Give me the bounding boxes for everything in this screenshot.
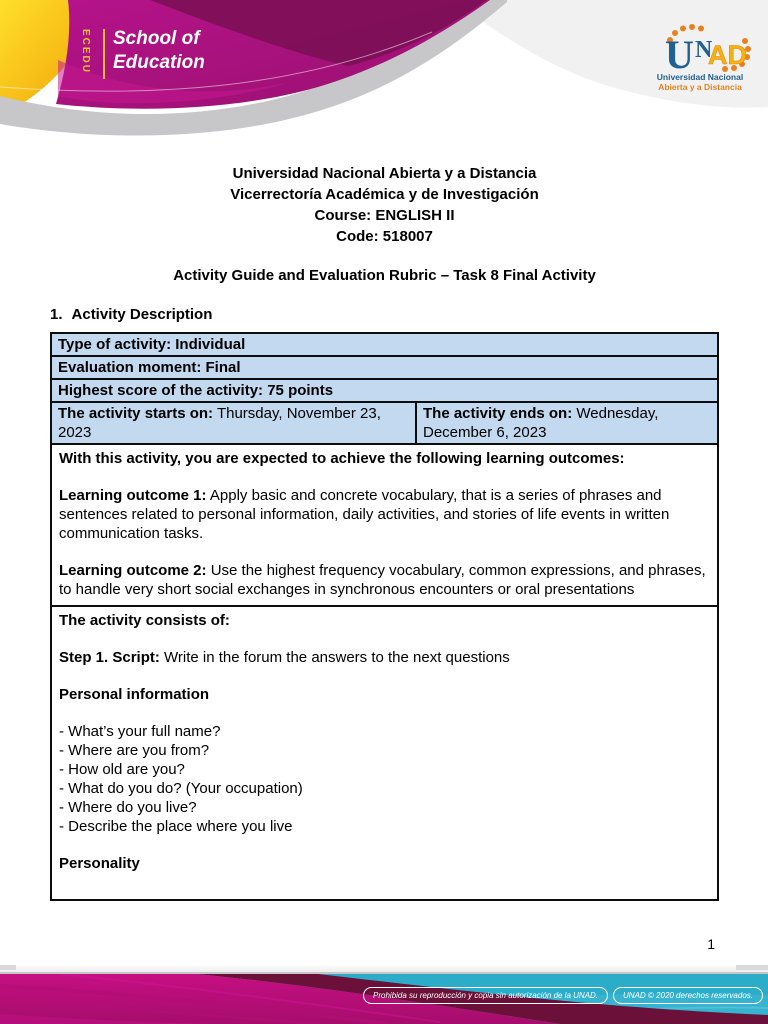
type-of-activity-text: Type of activity: Individual	[58, 336, 246, 353]
question-occupation: - What do you do? (Your occupation)	[59, 780, 303, 797]
footer-separator-chip-right	[736, 965, 768, 970]
activity-starts-cell	[52, 403, 415, 443]
learning-outcome-2	[59, 561, 710, 599]
question-how-old: - How old are you?	[59, 761, 185, 778]
page-number: 1	[707, 936, 715, 952]
footer-copyright-notice: Prohibida su reproducción y copia sin autorización de la UNAD.	[363, 987, 608, 1004]
personality-heading: Personality	[59, 855, 140, 872]
footer-notices	[363, 987, 763, 1004]
highest-score-text: Highest score of the activity: 75 points	[58, 382, 334, 399]
ecedu-acronym-label: ECEDU	[80, 29, 91, 75]
footer-banner	[0, 965, 768, 1024]
title-line-course: Course: ENGLISH II	[314, 207, 455, 224]
unad-name-line1: Universidad Nacional	[656, 72, 744, 82]
activity-guide-title: Activity Guide and Evaluation Rubric – Task 8 Final Activity	[173, 267, 596, 284]
activity-consists-heading: The activity consists of:	[59, 612, 230, 629]
evaluation-moment-text: Evaluation moment: Final	[58, 359, 241, 376]
table-row-type-of-activity	[52, 334, 717, 355]
question-describe-place: - Describe the place where you live	[59, 818, 293, 835]
svg-text:U: U	[665, 32, 694, 72]
svg-text:AD: AD	[708, 40, 747, 70]
section-1-number: 1.	[50, 306, 63, 323]
title-line-university: Universidad Nacional Abierta y a Distancia	[232, 165, 537, 182]
svg-text:N: N	[695, 37, 713, 63]
step-1-line	[59, 648, 710, 667]
school-name-label	[113, 27, 205, 75]
title-line-code: Code: 518007	[336, 228, 433, 245]
activity-ends-cell	[415, 403, 746, 443]
learning-outcome-1-text: Apply basic and concrete vocabulary, that is a series of phrases and sentences related to personal information, daily activities, and stories of life events in written communication tasks.	[59, 487, 670, 542]
learning-outcome-1	[59, 486, 710, 543]
learning-outcome-2-text: Use the highest frequency vocabulary, common expressions, and phrases, to handle very short social exchanges in synchronous encounters or oral presentations	[59, 562, 706, 598]
footer-rights-notice: UNAD © 2020 derechos reservados.	[613, 987, 763, 1004]
title-block	[50, 163, 719, 247]
unad-name-line2: Abierta y a Distancia	[658, 82, 742, 92]
table-row-learning-outcomes	[52, 443, 717, 605]
activity-description-table	[50, 332, 719, 901]
title-line-vicerrectoria: Vicerrectoría Académica y de Investigación	[230, 186, 539, 203]
learning-outcome-1-label: Learning outcome 1:	[59, 487, 207, 504]
school-name-line1: School of	[113, 28, 200, 49]
school-name-line2: Education	[113, 52, 205, 73]
step-1-text: Write in the forum the answers to the next questions	[164, 649, 510, 666]
unad-logo	[648, 24, 752, 92]
document-body	[50, 150, 719, 901]
section-1-heading	[50, 306, 719, 323]
badge-divider-line	[103, 29, 105, 79]
section-1-title: Activity Description	[71, 306, 213, 323]
header-banner	[0, 0, 768, 150]
activity-ends-value: Wednesday, December 6, 2023	[423, 405, 659, 441]
footer-separator-chip-left	[0, 965, 16, 970]
question-full-name: - What’s your full name?	[59, 723, 221, 740]
question-where-from: - Where are you from?	[59, 742, 210, 759]
personal-information-heading: Personal information	[59, 686, 210, 703]
table-row-highest-score	[52, 378, 717, 401]
activity-ends-label: The activity ends on:	[423, 405, 573, 422]
footer-separator	[0, 965, 768, 974]
table-row-dates	[52, 401, 717, 443]
unad-logo-mark	[648, 24, 752, 72]
table-row-activity-consists	[52, 605, 717, 899]
question-where-live: - Where do you live?	[59, 799, 197, 816]
step-1-label: Step 1. Script:	[59, 649, 160, 666]
table-row-evaluation-moment	[52, 355, 717, 378]
activity-starts-label: The activity starts on:	[58, 405, 214, 422]
learning-outcomes-intro: With this activity, you are expected to achieve the following learning outcomes:	[59, 450, 625, 467]
learning-outcome-2-label: Learning outcome 2:	[59, 562, 207, 579]
activity-starts-value: Thursday, November 23, 2023	[58, 405, 381, 441]
